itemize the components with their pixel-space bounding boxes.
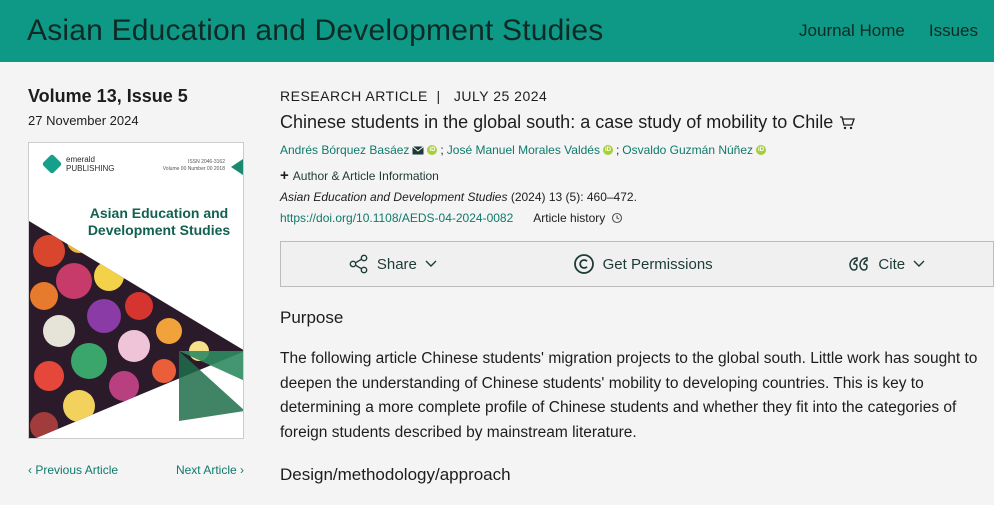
plus-icon: + (280, 167, 289, 184)
journal-title[interactable]: Asian Education and Development Studies (27, 14, 604, 47)
doi-link[interactable]: https://doi.org/10.1108/AEDS-04-2024-0082 (280, 211, 514, 225)
copyright-icon (573, 253, 595, 275)
share-icon (349, 254, 369, 274)
emerald-logo (43, 155, 114, 173)
site-header (0, 0, 994, 62)
nav-journal-home[interactable]: Journal Home (799, 21, 905, 40)
orcid-icon[interactable]: iD (758, 147, 765, 153)
citation-details: (2024) 13 (5): 460–472. (507, 190, 637, 204)
volume-issue-label[interactable]: Volume 13, Issue 5 (28, 86, 188, 106)
article-action-bar (280, 241, 994, 287)
orcid-icon[interactable]: iD (604, 147, 611, 153)
next-article-link[interactable]: Next Article › (175, 463, 244, 477)
email-icon[interactable] (412, 146, 424, 155)
article-main (280, 88, 994, 485)
top-nav (799, 21, 978, 41)
author-list: Andrés Bórquez Basáez iD ; José Manuel Morales Valdés iD ; Osvaldo Guzmán Núñez iD (280, 143, 765, 157)
author-info-label: Author & Article Information (292, 168, 439, 183)
share-button[interactable] (349, 254, 437, 274)
quote-icon (848, 255, 870, 273)
citation-journal: Asian Education and Development Studies (280, 190, 508, 204)
publisher-name: emerald (66, 155, 95, 164)
article-history-toggle[interactable] (533, 211, 623, 225)
article-type: RESEARCH ARTICLE (280, 88, 428, 104)
article-date: JULY 25 2024 (453, 88, 548, 104)
cover-issn: ISSN 2046-3162 (188, 159, 225, 165)
article-kicker: RESEARCH ARTICLE | JULY 25 2024 (280, 88, 548, 104)
cover-triangle-accent (231, 159, 243, 175)
issue-date: 27 November 2024 (28, 113, 139, 128)
cover-title: Asian Education and Development Studies (87, 205, 231, 238)
get-permissions-label: Get Permissions (602, 255, 713, 273)
cite-label: Cite (878, 255, 906, 273)
chevron-down-icon (425, 260, 437, 268)
author-link[interactable]: Osvaldo Guzmán Núñez (622, 143, 754, 157)
article-title: Chinese students in the global south: a case study of mobility to Chile (280, 112, 834, 132)
chevron-right-icon: › (240, 463, 244, 477)
orcid-icon[interactable]: iD (429, 147, 436, 153)
get-permissions-button[interactable] (573, 253, 713, 275)
cover-vol-number: Volume 00 Number 00 2018 (162, 166, 225, 172)
article-pagination (28, 463, 244, 477)
purpose-heading: Purpose (280, 308, 344, 327)
citation-line (280, 190, 994, 204)
issue-sidebar (28, 86, 244, 477)
purpose-paragraph: The following article Chinese students' migration projects to the global south. Little work has sought to deepen the understanding of Chinese students' mobility to developing countries. This is key to determining a more complete profile of Chinese students and whether they fit into the categories of foreign students described by mainstream literature. (280, 350, 978, 441)
author-link[interactable]: Andrés Bórquez Basáez (280, 143, 410, 157)
article-history-label: Article history (533, 211, 606, 225)
emerald-logo-icon (42, 154, 62, 174)
publisher-sub: PUBLISHING (66, 164, 115, 173)
article-title-row (280, 112, 994, 133)
author-link[interactable]: José Manuel Morales Valdés (446, 143, 600, 157)
chevron-down-icon (913, 260, 925, 268)
share-label: Share (376, 255, 417, 273)
author-info-toggle[interactable] (280, 167, 994, 184)
journal-cover-image[interactable] (28, 142, 244, 439)
lanterns-illustration (29, 221, 244, 439)
nav-issues[interactable]: Issues (928, 21, 978, 40)
doi-row (280, 211, 994, 225)
cart-icon[interactable] (839, 115, 855, 131)
design-heading: Design/methodology/approach (280, 465, 511, 484)
history-clock-icon (611, 212, 623, 224)
chevron-left-icon: ‹ (28, 463, 32, 477)
previous-article-link[interactable]: ‹ Previous Article (28, 463, 119, 477)
cite-button[interactable] (848, 255, 925, 273)
